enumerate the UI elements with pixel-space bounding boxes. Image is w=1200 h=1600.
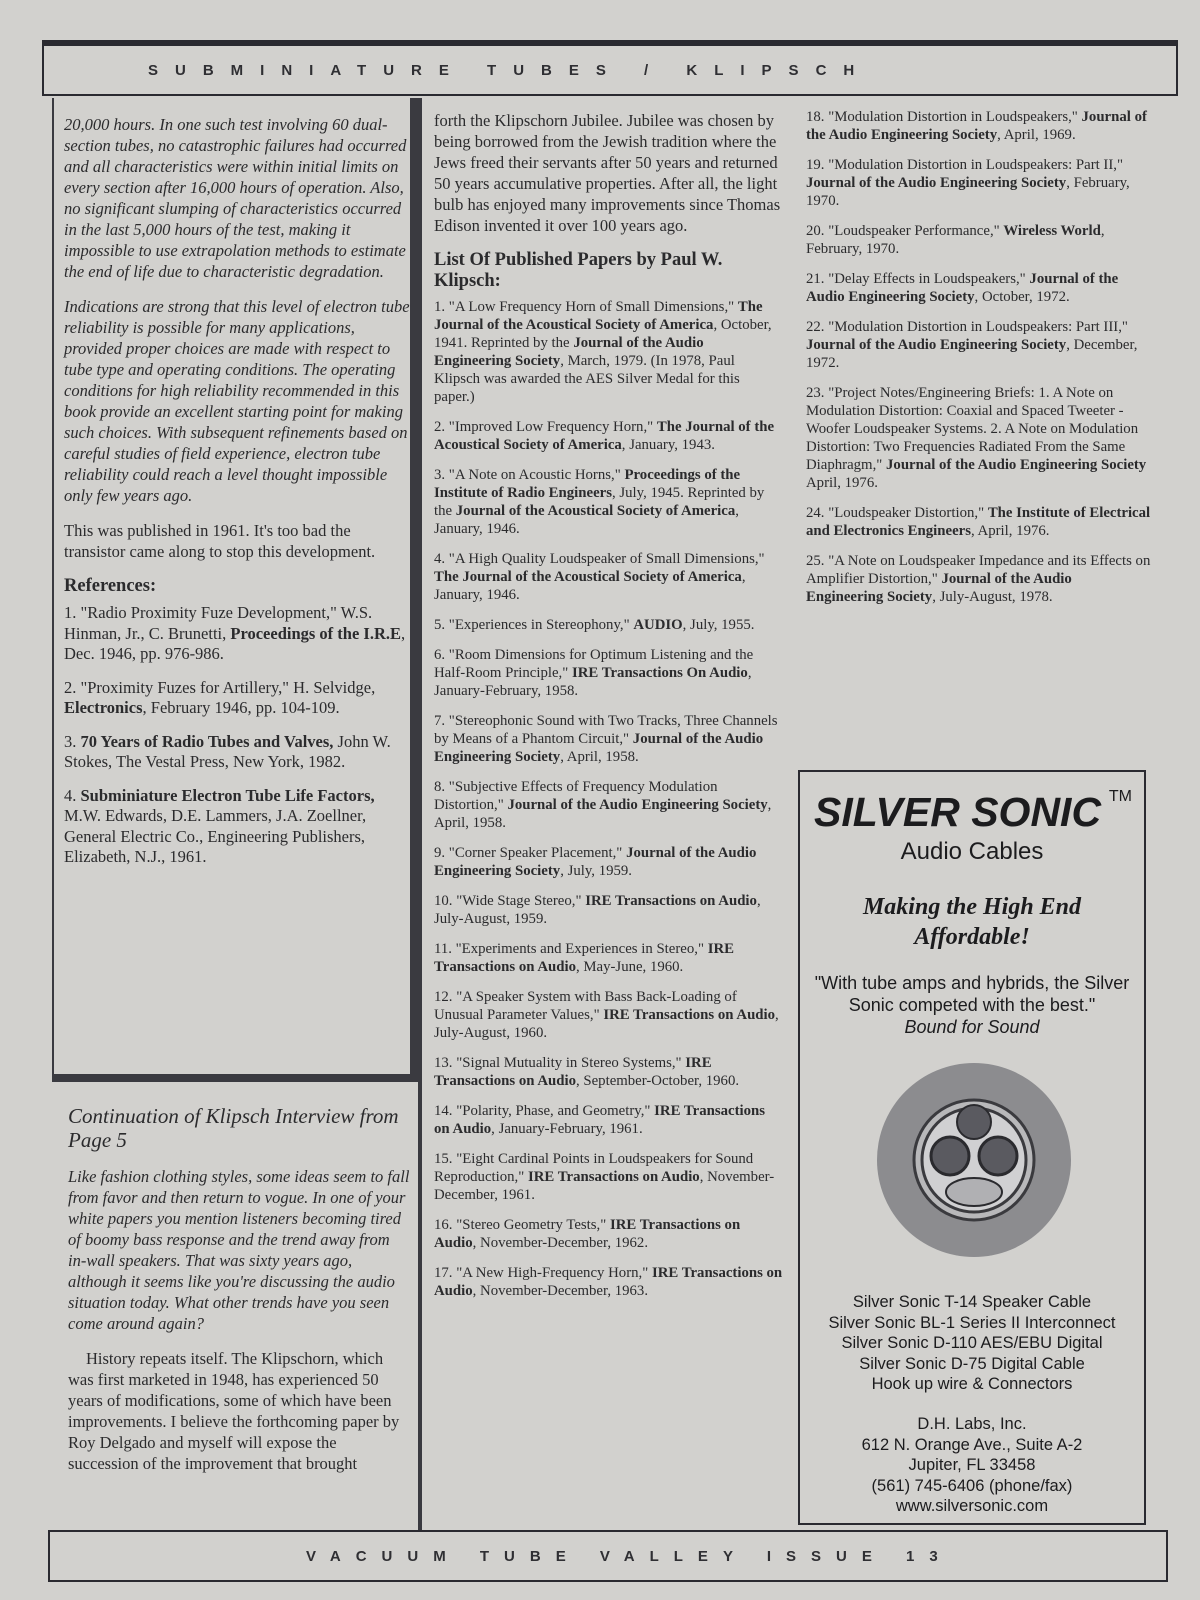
item-text: , July-August, 1978.: [932, 589, 1053, 605]
item-text: , February, 1970.: [806, 223, 1105, 257]
item-publication: Journal of the Audio Engineering Society: [806, 571, 1072, 605]
ad-contact-line: (561) 745-6406 (phone/fax): [871, 1476, 1073, 1495]
item-text: 4.: [64, 785, 81, 805]
ad-quote: [810, 972, 1134, 1038]
paper-item: [806, 270, 1152, 306]
item-text: 14. "Polarity, Phase, and Geometry,": [434, 1103, 655, 1119]
item-text: 6. "Room Dimensions for Optimum Listening and the Half-Room Principle,": [434, 647, 754, 681]
paper-item: [434, 646, 784, 700]
article-paragraph: forth the Klipschorn Jubilee. Jubilee was chosen by being borrowed from the Jewish tradition where the Jews freed their servants after 50 years and returned 50 years accumulative properties. After all, the light bulb has enjoyed many improvements since Thomas Edison invented it over 100 years ago.: [434, 111, 781, 235]
item-text: , February, 1970.: [806, 175, 1130, 209]
ad-contact-line: 612 N. Orange Ave., Suite A-2: [861, 1435, 1083, 1454]
item-text: , Dec. 1946, pp. 976-986.: [64, 623, 406, 663]
item-text: 9. "Corner Speaker Placement,": [434, 845, 627, 861]
item-text: , July, 1959.: [560, 863, 632, 879]
ad-contact: [800, 1414, 1144, 1517]
item-text: , April, 1969.: [997, 127, 1076, 143]
item-text: , September-October, 1960.: [575, 1073, 740, 1089]
papers-heading: List Of Published Papers by Paul W. Klipsch:: [434, 250, 723, 291]
paper-item: [434, 466, 784, 538]
item-text: 4. "A High Quality Loudspeaker of Small Dimensions,": [434, 551, 765, 567]
item-text: , November-December, 1963.: [472, 1283, 649, 1299]
item-publication: IRE Transactions on Audio: [434, 1055, 712, 1089]
article-paragraph: Indications are strong that this level of electron tube reliability is possible for many applications, provided proper choices are made with respect to tube type and operating conditions. The operating conditions for high reliability recommended in this book provide an excellent starting point for making such choices. With subsequent refinements based on careful studies of field experience, electron tube reliability could reach a level thought impossible only few years ago.: [64, 297, 410, 505]
item-publication: The Journal of the Acoustical Society of America: [434, 299, 763, 333]
item-text: , April, 1958.: [560, 749, 639, 765]
item-text: 25. "A Note on Loudspeaker Impedance and its Effects on Amplifier Distortion,": [806, 553, 1151, 587]
item-publication: Proceedings of the I.R.E: [230, 623, 402, 643]
item-text: , October, 1941. Reprinted by the: [434, 317, 772, 351]
item-publication: Journal of the Audio Engineering Society: [507, 797, 768, 813]
ad-product-line: Silver Sonic BL-1 Series II Interconnect: [828, 1313, 1116, 1332]
item-text: 13. "Signal Mutuality in Stereo Systems,": [434, 1055, 686, 1071]
item-publication: Journal of the Audio Engineering Society: [806, 337, 1067, 353]
ad-contact-line: www.silversonic.com: [895, 1497, 1049, 1515]
cable-cross-section-icon: [876, 1062, 1072, 1258]
item-publication: Subminiature Electron Tube Life Factors,: [80, 785, 375, 805]
item-text: 10. "Wide Stage Stereo,": [434, 893, 586, 909]
item-publication: Electronics: [64, 698, 143, 717]
column-2: [434, 110, 784, 1312]
item-publication: Journal of the Audio Engineering Society: [806, 271, 1119, 305]
item-text: , July-August, 1959.: [434, 893, 761, 927]
item-text: 18. "Modulation Distortion in Loudspeakers,": [806, 109, 1082, 125]
item-text: , July-August, 1960.: [434, 1007, 779, 1041]
item-text: 16. "Stereo Geometry Tests,": [434, 1217, 610, 1233]
item-text: 11. "Experiments and Experiences in Stereo,": [434, 941, 708, 957]
paper-item: [434, 1264, 784, 1300]
ad-product-line: Silver Sonic D-75 Digital Cable: [859, 1354, 1085, 1373]
page-footer: [48, 1530, 1168, 1582]
ad-quote-text: "With tube amps and hybrids, the Silver Sonic competed with the best.": [814, 973, 1130, 1015]
paper-item: [434, 1150, 784, 1204]
item-text: 3.: [64, 731, 81, 751]
item-text: , February 1946, pp. 104-109.: [142, 698, 340, 717]
item-text: 15. "Eight Cardinal Points in Loudspeakers for Sound Reproduction,": [434, 1151, 754, 1185]
item-text: 7. "Stereophonic Sound with Two Tracks, Three Channels by Means of a Phantom Circuit,": [434, 713, 778, 747]
paper-item: [434, 778, 784, 832]
paper-item: [806, 504, 1152, 540]
column-3: [806, 108, 1152, 618]
interview-question: Like fashion clothing styles, some ideas seem to fall from favor and then return to vogue. In one of your white papers you mention listeners becoming tired of boomy bass response and the trend away from in-wall speakers. That was sixty years ago, although it seems like you're discussing the audio situation today. What other trends have you seen come around again?: [68, 1167, 410, 1333]
item-text: , October, 1972.: [974, 289, 1070, 305]
item-publication: IRE Transactions on Audio: [527, 1169, 700, 1185]
item-publication: Journal of the Audio Engineering Society: [434, 845, 757, 879]
column-rule: [418, 98, 422, 1530]
item-publication: The Journal of the Acoustical Society of America: [434, 419, 775, 453]
item-text: , April, 1976.: [970, 523, 1050, 539]
item-publication: The Journal of the Acoustical Society of America: [434, 569, 742, 585]
paper-item: [434, 1216, 784, 1252]
item-text: , November-December, 1961.: [434, 1169, 775, 1203]
item-publication: IRE Transactions on Audio: [585, 893, 757, 909]
item-text: , July, 1955.: [682, 617, 755, 633]
ad-product-line: Hook up wire & Connectors: [871, 1375, 1073, 1393]
paper-item: [434, 1102, 784, 1138]
ad-slogan-line: Affordable!: [914, 924, 1030, 950]
references-list: [64, 603, 410, 868]
item-text: 2. "Proximity Fuzes for Artillery," H. Selvidge,: [64, 677, 376, 697]
item-publication: IRE Transactions on Audio: [603, 1007, 776, 1023]
paper-item: [806, 108, 1152, 144]
papers-list: [434, 298, 784, 1300]
item-publication: IRE Transactions on Audio: [434, 1217, 741, 1251]
paper-item: [434, 616, 784, 634]
papers-list-continued: [806, 108, 1152, 606]
item-publication: IRE Transactions on Audio: [434, 1265, 783, 1299]
item-publication: Journal of the Audio Engineering Society: [886, 457, 1147, 473]
item-publication: Journal of the Audio Engineering Society: [434, 335, 704, 369]
item-text: , April, 1958.: [434, 797, 772, 831]
item-publication: Journal of the Audio Engineering Society: [434, 731, 764, 765]
item-text: M.W. Edwards, D.E. Lammers, J.A. Zoellner, General Electric Co., Engineering Publishers, Elizabeth, N.J., 1961.: [64, 806, 367, 866]
article-paragraph: 20,000 hours. In one such test involving 60 dual-section tubes, no catastrophic failures had occurred and all characteristics were within initial limits on every section after 16,000 hours of operation. Also, no significant slumping of characteristics occurred in the last 5,000 hours of the test, making it impossible to use extrapolation methods to estimate the end of life due to characteristic degradation.: [64, 115, 407, 281]
item-text: , January-February, 1958.: [434, 665, 752, 699]
item-text: 3. "A Note on Acoustic Horns,": [434, 467, 625, 483]
item-text: 1. "A Low Frequency Horn of Small Dimensions,": [434, 299, 738, 315]
item-text: 22. "Modulation Distortion in Loudspeakers: Part III,": [806, 319, 1128, 335]
item-text: 21. "Delay Effects in Loudspeakers,": [806, 271, 1030, 287]
reference-item: [64, 603, 410, 665]
item-text: , January, 1943.: [621, 437, 715, 453]
item-publication: IRE Transactions On Audio: [571, 665, 748, 681]
ad-product-line: Silver Sonic D-110 AES/EBU Digital: [841, 1334, 1103, 1352]
paper-item: [434, 940, 784, 976]
item-text: , January, 1946.: [434, 569, 746, 603]
ad-product-line: Silver Sonic T-14 Speaker Cable: [852, 1293, 1092, 1311]
ad-quote-source: Bound for Sound: [904, 1017, 1040, 1037]
ad-contact-line: Jupiter, FL 33458: [908, 1456, 1036, 1474]
paper-item: [434, 1054, 784, 1090]
article-paragraph: This was published in 1961. It's too bad the transistor came along to stop this development.: [64, 521, 376, 561]
ad-trademark: TM: [1108, 788, 1132, 805]
continuation-section: [68, 1104, 410, 1488]
ad-slogan: [800, 892, 1144, 952]
reference-item: [64, 678, 410, 719]
item-text: 19. "Modulation Distortion in Loudspeakers: Part II,": [806, 157, 1124, 173]
item-text: 5. "Experiences in Stereophony,": [434, 617, 634, 633]
interview-answer: History repeats itself. The Klipschorn, which was first marketed in 1948, has experienced 50 years of modifications, some of which have been improvements. I believe the forthcoming paper by Roy Delgado and myself will expose the succession of the improvement that brought: [68, 1349, 400, 1473]
item-text: , May-June, 1960.: [575, 959, 684, 975]
paper-item: [434, 298, 784, 406]
silver-sonic-advertisement: [798, 770, 1146, 1525]
item-text: , January-February, 1961.: [491, 1121, 643, 1137]
item-publication: The Institute of Electrical and Electronics Engineers: [806, 505, 1151, 539]
page-header: [42, 40, 1178, 96]
item-text: 24. "Loudspeaker Distortion,": [806, 505, 988, 521]
references-heading: References:: [64, 576, 157, 596]
item-publication: IRE Transactions on Audio: [434, 941, 735, 975]
footer-text: VACUUM TUBE VALLEY ISSUE 13: [306, 1547, 953, 1565]
item-text: John W. Stokes, The Vestal Press, New York, 1982.: [64, 731, 391, 771]
continuation-title: Continuation of Klipsch Interview from Page 5: [68, 1104, 399, 1152]
ad-subtitle: Audio Cables: [900, 838, 1044, 865]
item-text: 12. "A Speaker System with Bass Back-Loading of Unusual Parameter Values,": [434, 989, 737, 1023]
paper-item: [806, 552, 1152, 606]
paper-item: [434, 712, 784, 766]
paper-item: [806, 222, 1152, 258]
paper-item: [434, 988, 784, 1042]
item-text: , December, 1972.: [806, 337, 1138, 371]
item-publication: 70 Years of Radio Tubes and Valves,: [80, 731, 334, 751]
ad-slogan-line: Making the High End: [862, 894, 1082, 920]
item-publication: IRE Transactions on Audio: [434, 1103, 766, 1137]
item-publication: Journal of the Audio Engineering Society: [806, 175, 1067, 191]
item-text: 2. "Improved Low Frequency Horn,": [434, 419, 657, 435]
item-text: April, 1976.: [806, 475, 878, 491]
item-text: , July, 1945. Reprinted by the: [434, 485, 765, 519]
header-text: SUBMINIATURE TUBES / KLIPSCH: [148, 61, 872, 79]
paper-item: [806, 156, 1152, 210]
item-text: 1. "Radio Proximity Fuze Development," W.S. Hinman, Jr., C. Brunetti,: [64, 603, 373, 643]
paper-item: [806, 384, 1152, 492]
paper-item: [434, 892, 784, 928]
item-text: 17. "A New High-Frequency Horn,": [434, 1265, 652, 1281]
paper-item: [434, 418, 784, 454]
ad-products: [800, 1292, 1144, 1395]
ad-brand: SILVER SONIC: [814, 789, 1102, 835]
paper-item: [434, 550, 784, 604]
item-publication: Wireless World: [1003, 223, 1101, 239]
item-text: , November-December, 1962.: [472, 1235, 649, 1251]
item-publication: Proceedings of the Institute of Radio Engineers: [434, 467, 741, 501]
item-text: , March, 1979. (In 1978, Paul Klipsch was awarded the AES Silver Medal for this paper.): [434, 353, 740, 405]
item-publication: Journal of the Acoustical Society of America: [455, 503, 736, 519]
item-text: 23. "Project Notes/Engineering Briefs: 1. A Note on Modulation Distortion: Coaxial and Spaced Tweeter - Woofer Loudspeaker Systems. 2. A Note on Modulation Distortion: Two Frequencies Radiated From the Same Diaphragm,": [806, 385, 1139, 473]
item-text: 8. "Subjective Effects of Frequency Modulation Distortion,": [434, 779, 718, 813]
column-1: [64, 114, 410, 881]
item-publication: AUDIO: [633, 617, 683, 633]
ad-contact-line: D.H. Labs, Inc.: [917, 1415, 1027, 1433]
item-text: 20. "Loudspeaker Performance,": [806, 223, 1004, 239]
reference-item: [64, 786, 410, 868]
item-publication: Journal of the Audio Engineering Society: [806, 109, 1147, 143]
reference-item: [64, 732, 410, 773]
paper-item: [806, 318, 1152, 372]
paper-item: [434, 844, 784, 880]
item-text: , January, 1946.: [434, 503, 739, 537]
